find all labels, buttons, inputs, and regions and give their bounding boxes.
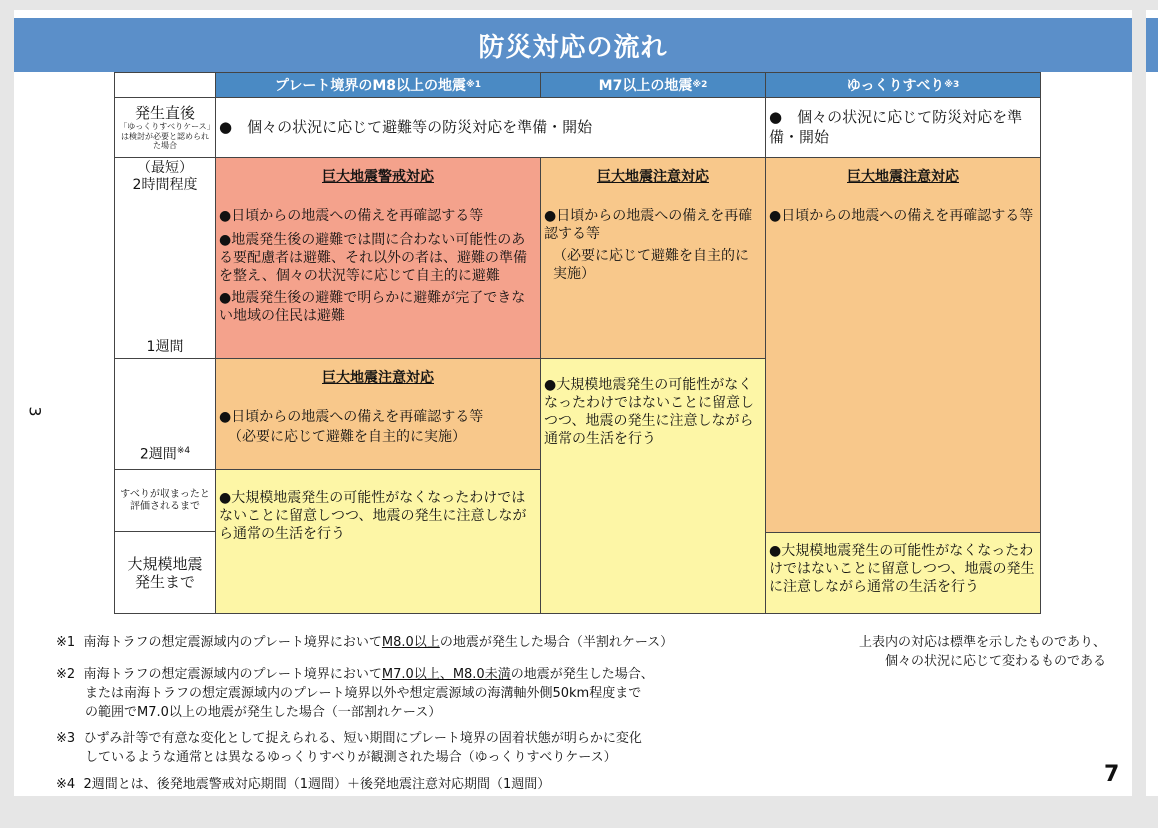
immediate-cell-earthquakes-text: ● 個々の状況に応じて避難等の防災対応を準備・開始 [219, 117, 593, 136]
footnote-2-underline: M7.0以上、M8.0未満 [381, 667, 511, 682]
column-header-slip [765, 72, 1041, 98]
footnote-2-line-3: の範囲でM7.0以上の地震が発生した場合（一部割れケース） [85, 704, 442, 720]
normal-life-cell-m7 [540, 358, 766, 614]
caution-slip-bullet-1: ●日頃からの地震への備えを再確認する等 [769, 208, 1034, 224]
footnote-2-text-b: の地震が発生した場合、 [510, 667, 654, 682]
next-slide-title-bar [1146, 18, 1158, 72]
row-label-shortest: （最短） [136, 160, 193, 176]
footnote-3-mark: ※3 [56, 731, 76, 746]
row-label-immediate [114, 97, 216, 158]
row-label-first-week [114, 157, 216, 359]
caution-response-cell-m8 [215, 358, 541, 470]
footnote-2-mark: ※2 [56, 667, 76, 682]
normal-life-m8-text: ●大規模地震発生の可能性がなくなったわけではないことに留意しつつ、地震の発生に注意しながら通常の生活を行う [219, 490, 527, 542]
row-label-immediate-text: 発生直後 [134, 104, 195, 123]
standard-note-line-1: 上表内の対応は標準を示したものであり、 [858, 635, 1106, 650]
warning-response-title: 巨大地震警戒対応 [322, 169, 434, 185]
standard-note-line-2: 個々の状況に応じて変わるものである [884, 653, 1106, 669]
immediate-cell-earthquakes [215, 97, 766, 158]
column-header-m7-mark: ※2 [692, 80, 708, 90]
row-label-slip-end-text: すべりが収まったと評価されるまで [120, 488, 210, 512]
warning-bullet-3: ●地震発生後の避難で明らかに避難が完了できない地域の住民は避難 [219, 289, 526, 324]
column-header-slip-mark: ※3 [944, 80, 960, 90]
footnote-1-text-a: 南海トラフの想定震源域内のプレート境界において [83, 635, 382, 650]
side-number: 3 [25, 406, 45, 417]
footnote-1-underline: M8.0以上 [381, 635, 440, 650]
row-label-slip-end [114, 469, 216, 532]
footnote-4 [56, 776, 550, 795]
column-header-m7-label: M7以上の地震 [598, 78, 693, 94]
footnote-3 [56, 730, 642, 768]
normal-life-cell-m8 [215, 469, 541, 614]
row-label-until-quake [114, 531, 216, 614]
warning-bullet-2: ●地震発生後の避難では間に合わない可能性のある要配慮者は避難、それ以外の者は、避難の準備を整え、個々の状況等に応じて自主的に避難 [219, 231, 527, 284]
header-corner [114, 72, 216, 98]
slide-title: 防災対応の流れ [14, 18, 1132, 72]
row-label-two-weeks-mark: ※4 [176, 445, 191, 456]
footnote-4-line-1: 2週間とは、後発地震警戒対応期間（1週間）＋後発地震注意対応期間（1週間） [83, 777, 551, 792]
column-header-m8 [215, 72, 541, 98]
normal-life-m7-text: ●大規模地震発生の可能性がなくなったわけではないことに留意しつつ、地震の発生に注意しながら通常の生活を行う [544, 377, 754, 447]
column-header-slip-label: ゆっくりすべり [846, 78, 945, 94]
page-number: 7 [1104, 762, 1120, 787]
row-label-immediate-note: 「ゆっくりすべりケース」は検討が必要と認められた場合 [119, 122, 211, 151]
caution-response-title-m7: 巨大地震注意対応 [597, 169, 709, 185]
footnote-3-line-1: ひずみ計等で有意な変化として捉えられる、短い期間にプレート境界の固着状態が明らかに変化 [83, 731, 642, 746]
footnote-1 [56, 634, 673, 653]
normal-life-slip-text: ●大規模地震発生の可能性がなくなったわけではないことに留意しつつ、地震の発生に注意しながら通常の生活を行う [769, 543, 1035, 595]
immediate-cell-slip [765, 97, 1041, 158]
footnote-1-text-b: の地震が発生した場合（半割れケース） [439, 635, 674, 650]
normal-life-cell-slip [765, 532, 1041, 614]
warning-bullet-1: ●日頃からの地震への備えを再確認する等 [219, 208, 484, 224]
footnote-4-mark: ※4 [56, 777, 76, 792]
row-label-two-hours: 2時間程度 [132, 176, 198, 193]
caution-m7-bullet-2: （必要に応じて避難を自主的に実施） [553, 247, 749, 282]
caution-response-title-slip: 巨大地震注意対応 [847, 169, 959, 185]
caution-m8-bullet-1: ●日頃からの地震への備えを再確認する等 [219, 409, 484, 425]
caution-m7-bullet-1: ●日頃からの地震への備えを再確認する等 [544, 208, 753, 242]
next-slide-edge [1146, 10, 1158, 796]
warning-response-cell [215, 157, 541, 359]
footnote-2-line-2: または南海トラフの想定震源域内のプレート境界以外や想定震源域の海溝軸外側50km程度まで [85, 685, 642, 701]
column-header-m8-mark: ※1 [466, 80, 482, 90]
footnote-1-mark: ※1 [56, 635, 76, 650]
row-label-one-week: 1週間 [146, 339, 184, 356]
footnote-2-text-a: 南海トラフの想定震源域内のプレート境界において [83, 667, 382, 682]
caution-response-title-m8: 巨大地震注意対応 [322, 370, 434, 386]
row-label-second-week [114, 358, 216, 470]
row-label-until-quake-text: 大規模地震発生まで [127, 554, 203, 591]
caution-response-cell-slip [765, 157, 1041, 533]
footnote-2 [56, 666, 654, 723]
column-header-m8-label: プレート境界のM8以上の地震 [274, 78, 467, 94]
caution-m8-bullet-2: （必要に応じて避難を自主的に実施） [228, 428, 466, 445]
immediate-cell-slip-text: ● 個々の状況に応じて防災対応を準備・開始 [769, 108, 1023, 146]
standard-note [808, 634, 1106, 672]
caution-response-cell-m7 [540, 157, 766, 359]
column-header-m7 [540, 72, 766, 98]
footnote-3-line-2: しているような通常とは異なるゆっくりすべりが観測された場合（ゆっくりすべりケース） [85, 749, 617, 765]
row-label-two-weeks: 2週間 [139, 446, 177, 463]
